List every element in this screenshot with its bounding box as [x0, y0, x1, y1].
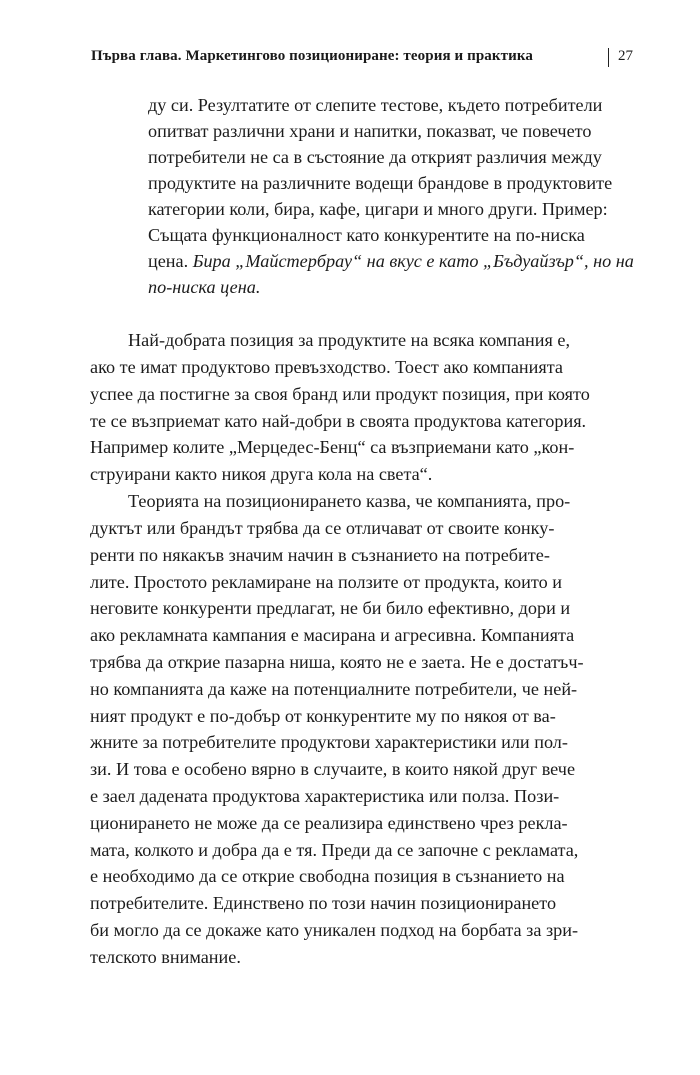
paragraph-line: зи. И това е особено вярно в случаите, в които някой друг вече [90, 759, 576, 779]
page-number: 27 [618, 48, 633, 64]
quote-line: опитват различни храни и напитки, показват, че повечето [148, 121, 592, 141]
paragraph-line: дуктът или брандът трябва да се отличават от своите конку- [90, 518, 555, 538]
quote-text: цена. [148, 251, 193, 271]
quote-line: по-ниска цена. [148, 277, 261, 297]
quote-italic-text: Бира „Майстербрау“ на вкус е като „Бъдуайзър“, но на [192, 251, 634, 271]
paragraph-line: ният продукт е по-добър от конкурентите му по някоя от ва- [90, 706, 556, 726]
paragraph-line: е заел дадената продуктова характеристика или полза. Пози- [90, 786, 560, 806]
paragraph-line: ако те имат продуктово превъзходство. Тоест ако компанията [90, 357, 563, 377]
paragraph-line: ренти по някакъв значим начин в съзнанието на потребите- [90, 545, 550, 565]
paragraph-line: Най-добрата позиция за продуктите на всяка компания е, [128, 330, 571, 350]
paragraph-line: мата, колкото и добра да е тя. Преди да се започне с рекламата, [90, 840, 579, 860]
paragraph-line: неговите конкуренти предлагат, не би било ефективно, дори и [90, 598, 571, 618]
header-divider [608, 48, 609, 67]
quote-line: ду си. Резултатите от слепите тестове, където потребители [148, 95, 603, 115]
paragraph-line: успее да постигне за своя бранд или продукт позиция, при която [90, 384, 590, 404]
paragraph-line: жните за потребителите продуктови характеристики или пол- [90, 732, 568, 752]
paragraph-line: би могло да се докаже като уникален подход на борбата за зри- [90, 920, 579, 940]
paragraph-line: струирани както никоя друга кола на света“. [90, 464, 433, 484]
paragraph-line: Например колите „Мерцедес-Бенц“ са възприемани като „кон- [90, 437, 575, 457]
paragraph-line: лите. Простото рекламиране на ползите от продукта, които и [90, 572, 562, 592]
paragraph-line: Теорията на позиционирането казва, че компанията, про- [128, 491, 571, 511]
paragraph-line: те се възприемат като най-добри в своята продуктова категория. [90, 411, 587, 431]
paragraph-line: трябва да открие пазарна ниша, която не е заета. Не е достатъч- [90, 652, 584, 672]
paragraph-line: но компанията да каже на потенциалните потребители, че ней- [90, 679, 578, 699]
paragraph-line: ционирането не може да се реализира единствено чрез рекла- [90, 813, 568, 833]
paragraph-line: телското внимание. [90, 947, 241, 967]
paragraph-line: е необходимо да се открие свободна позиция в съзнанието на [90, 866, 565, 886]
quote-line: потребители не са в състояние да открият различия между [148, 147, 602, 167]
quote-line: категории коли, бира, кафе, цигари и много други. Пример: [148, 199, 608, 219]
paragraph-line: потребителите. Единствено по този начин позиционирането [90, 893, 557, 913]
quote-line [148, 250, 634, 273]
running-head: Първа глава. Маркетингово позициониране: теория и практика [91, 48, 533, 64]
quote-line: продуктите на различните водещи брандове в продуктовите [148, 173, 613, 193]
paragraph-line: ако рекламната кампания е масирана и агресивна. Компанията [90, 625, 575, 645]
quote-line: Същата функционалност като конкурентите на по-ниска [148, 225, 585, 245]
